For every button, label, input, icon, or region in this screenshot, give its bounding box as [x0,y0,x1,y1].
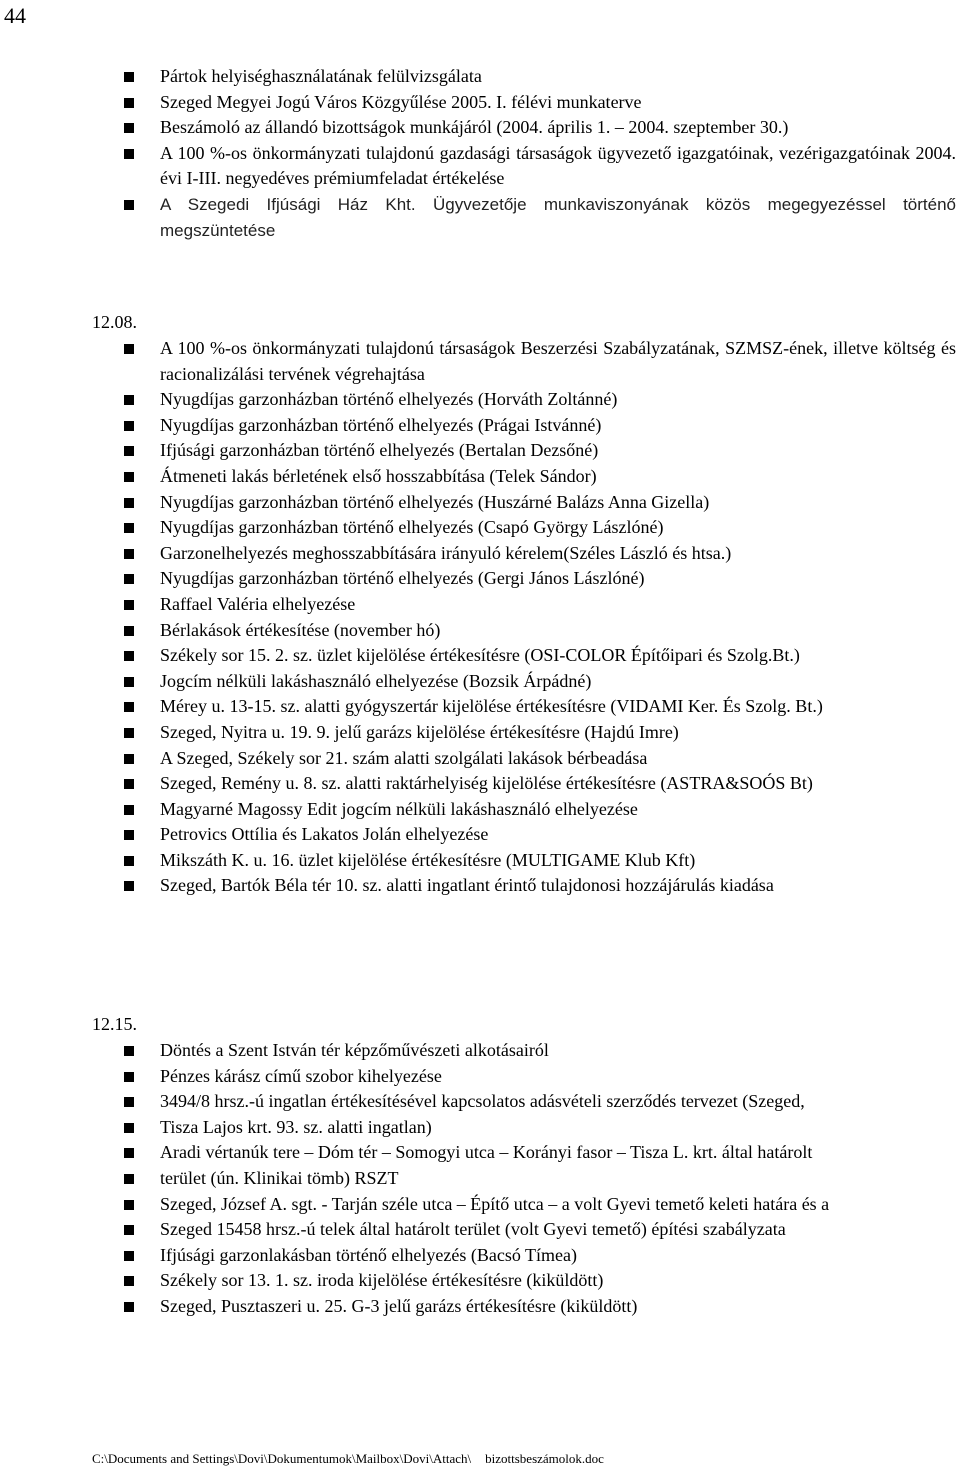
agenda-list-3 [160,1038,956,1320]
list-item: 3494/8 hrsz.-ú ingatlan értékesítésével kapcsolatos adásvételi szerződés tervezet (Szeged, [160,1089,956,1115]
square-bullet-icon [124,98,134,108]
list-item: Ifjúsági garzonlakásban történő elhelyezés (Bacsó Tímea) [160,1243,956,1269]
square-bullet-icon [124,523,134,533]
square-bullet-icon [124,805,134,815]
square-bullet-icon [124,1251,134,1261]
list-item: Szeged, Pusztaszeri u. 25. G-3 jelű garázs értékesítésre (kiküldött) [160,1294,956,1320]
square-bullet-icon [124,395,134,405]
square-bullet-icon [124,72,134,82]
list-item: A 100 %-os önkormányzati tulajdonú gazdasági társaságok ügyvezető igazgatóinak, vezérigazgatóinak 2004. évi I-III. negyedéves prémiumfeladat értékelése [160,141,956,192]
list-item: A Szegedi Ifjúsági Ház Kht. Ügyvezetője munkaviszonyának közös megegyezéssel történő megszüntetése [160,192,956,243]
square-bullet-icon [124,626,134,636]
list-item: Döntés a Szent István tér képzőművészeti alkotásairól [160,1038,956,1064]
meeting-date: 12.08. [92,312,137,332]
list-item: Nyugdíjas garzonházban történő elhelyezés (Csapó György Lászlóné) [160,515,956,541]
square-bullet-icon [124,754,134,764]
list-item: Jogcím nélküli lakáshasználó elhelyezése (Bozsik Árpádné) [160,669,956,695]
list-item: Szeged 15458 hrsz.-ú telek által határolt terület (volt Gyevi temető) építési szabályzata [160,1217,956,1243]
square-bullet-icon [124,1046,134,1056]
square-bullet-icon [124,677,134,687]
square-bullet-icon [124,779,134,789]
list-item: Székely sor 15. 2. sz. üzlet kijelölése értékesítésre (OSI-COLOR Építőipari és Szolg.Bt.) [160,643,956,669]
square-bullet-icon [124,651,134,661]
agenda-list-2 [160,336,956,899]
list-item: Székely sor 13. 1. sz. iroda kijelölése értékesítésre (kiküldött) [160,1268,956,1294]
square-bullet-icon [124,600,134,610]
square-bullet-icon [124,702,134,712]
list-item: Szeged, Bartók Béla tér 10. sz. alatti ingatlant érintő tulajdonosi hozzájárulás kiadása [160,873,956,899]
square-bullet-icon [124,1276,134,1286]
list-item: Nyugdíjas garzonházban történő elhelyezés (Gergi János Lászlóné) [160,566,956,592]
agenda-list-1 [160,64,956,243]
list-item: Magyarné Magossy Edit jogcím nélküli lakáshasználó elhelyezése [160,797,956,823]
square-bullet-icon [124,200,134,210]
square-bullet-icon [124,830,134,840]
square-bullet-icon [124,1200,134,1210]
square-bullet-icon [124,1148,134,1158]
list-item: Nyugdíjas garzonházban történő elhelyezés (Huszárné Balázs Anna Gizella) [160,490,956,516]
square-bullet-icon [124,446,134,456]
list-item: Raffael Valéria elhelyezése [160,592,956,618]
list-item: Nyugdíjas garzonházban történő elhelyezés (Horváth Zoltánné) [160,387,956,413]
list-item: A Szeged, Székely sor 21. szám alatti szolgálati lakások bérbeadása [160,746,956,772]
square-bullet-icon [124,856,134,866]
square-bullet-icon [124,1123,134,1133]
list-item: Bérlakások értékesítése (november hó) [160,618,956,644]
list-item: Szeged, József A. sgt. - Tarján széle utca – Építő utca – a volt Gyevi temető keleti határa és a [160,1192,956,1218]
square-bullet-icon [124,421,134,431]
square-bullet-icon [124,1174,134,1184]
square-bullet-icon [124,123,134,133]
list-item: Pénzes kárász című szobor kihelyezése [160,1064,956,1090]
page-number: 44 [4,3,26,28]
list-item: Ifjúsági garzonházban történő elhelyezés (Bertalan Dezsőné) [160,438,956,464]
square-bullet-icon [124,344,134,354]
list-item: Aradi vértanúk tere – Dóm tér – Somogyi utca – Korányi fasor – Tisza L. krt. által határolt [160,1140,956,1166]
square-bullet-icon [124,881,134,891]
list-item: Szeged, Remény u. 8. sz. alatti raktárhelyiség kijelölése értékesítésre (ASTRA&SOÓS Bt) [160,771,956,797]
square-bullet-icon [124,1225,134,1235]
square-bullet-icon [124,1097,134,1107]
list-item: terület (ún. Klinikai tömb) RSZT [160,1166,956,1192]
list-item: Mikszáth K. u. 16. üzlet kijelölése értékesítésre (MULTIGAME Klub Kft) [160,848,956,874]
list-item: Szeged, Nyitra u. 19. 9. jelű garázs kijelölése értékesítésre (Hajdú Imre) [160,720,956,746]
list-item: Beszámoló az állandó bizottságok munkájáról (2004. április 1. – 2004. szeptember 30.) [160,115,956,141]
square-bullet-icon [124,549,134,559]
list-item: Petrovics Ottília és Lakatos Jolán elhelyezése [160,822,956,848]
list-item: Tisza Lajos krt. 93. sz. alatti ingatlan) [160,1115,956,1141]
document-footer [92,1451,604,1467]
square-bullet-icon [124,149,134,159]
square-bullet-icon [124,1072,134,1082]
meeting-date: 12.15. [92,1014,137,1034]
list-item: Nyugdíjas garzonházban történő elhelyezés (Prágai Istvánné) [160,413,956,439]
list-item: Mérey u. 13-15. sz. alatti gyógyszertár kijelölése értékesítésre (VIDAMI Ker. És Szolg. Bt.) [160,694,956,720]
square-bullet-icon [124,472,134,482]
list-item: Garzonelhelyezés meghosszabbítására irányuló kérelem(Széles László és htsa.) [160,541,956,567]
list-item: Szeged Megyei Jogú Város Közgyűlése 2005. I. félévi munkaterve [160,90,956,116]
square-bullet-icon [124,1302,134,1312]
list-item: Átmeneti lakás bérletének első hosszabbítása (Telek Sándor) [160,464,956,490]
list-item: A 100 %-os önkormányzati tulajdonú társaságok Beszerzési Szabályzatának, SZMSZ-ének, illetve költség és racionalizálási tervének végrehajtása [160,336,956,387]
square-bullet-icon [124,574,134,584]
footer-path: C:\Documents and Settings\Dovi\Dokumentumok\Mailbox\Dovi\Attach\ [92,1451,472,1466]
list-item: Pártok helyiséghasználatának felülvizsgálata [160,64,956,90]
square-bullet-icon [124,728,134,738]
square-bullet-icon [124,498,134,508]
footer-filename: bizottsbeszámolok.doc [485,1451,604,1466]
